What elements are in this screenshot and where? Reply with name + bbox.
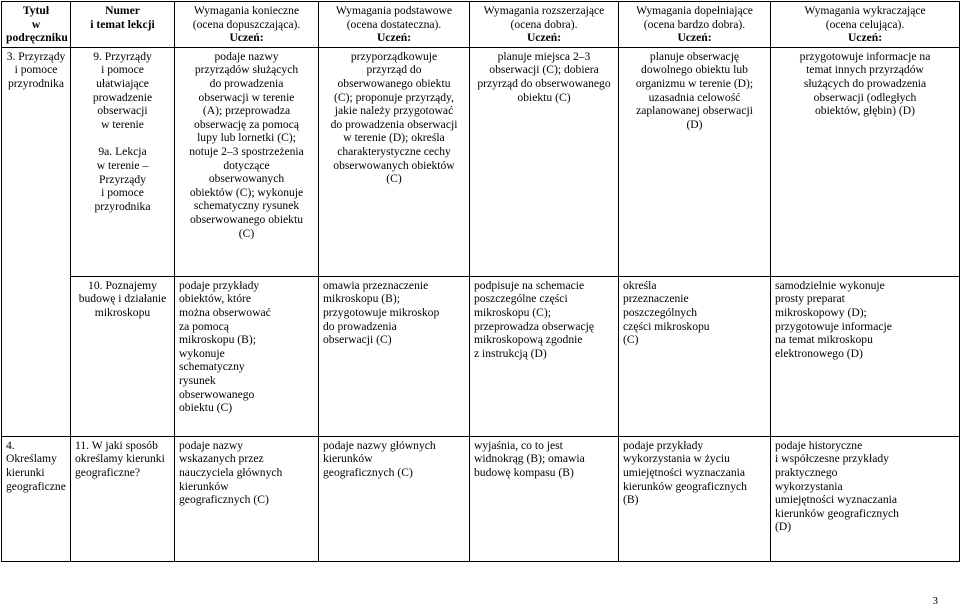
requirement-text: podaje historyczne i współczesne przykłady praktycznego wykorzystania umiejętności wyznaczania kierunków geograficznych (D) (775, 438, 899, 534)
requirement-cell (175, 47, 319, 276)
table-row (2, 276, 960, 436)
requirement-text: przygotowuje informacje na temat innych przyrządów służących do prowadzenia obserwacji (odległych obiektów, głębin) (D) (799, 49, 931, 118)
lesson-title: 9. Przyrządy i pomoce ułatwiające prowadzenie obserwacji w terenie (92, 49, 153, 131)
requirement-cell (175, 276, 319, 436)
requirement-cell (470, 436, 619, 561)
header-level-rozszerzajace (470, 2, 619, 48)
lesson-cell (71, 276, 175, 436)
level-title: Wymagania dopełniające (636, 4, 753, 17)
requirement-text: wyjaśnia, co to jest widnokrąg (B); omawia budowę kompasu (B) (474, 438, 585, 479)
requirement-cell (470, 276, 619, 436)
requirement-cell (319, 276, 470, 436)
level-title: Wymagania rozszerzające (483, 4, 605, 17)
header-col1-line1: Tytuł (22, 4, 50, 17)
level-title: Wymagania konieczne (193, 4, 300, 17)
requirement-text: podpisuje na schemacie poszczególne części mikroskopu (C); przeprowadza obserwację mikroskopową zgodnie z instrukcją (D) (474, 278, 595, 360)
requirement-text: planuje miejsca 2–3 obserwacji (C); dobiera przyrząd do obserwowanego obiektu (C) (477, 49, 611, 104)
requirement-text: podaje nazwy głównych kierunków geograficznych (C) (323, 438, 436, 479)
requirement-text: podaje nazwy wskazanych przez nauczyciela głównych kierunków geograficznych (C) (179, 438, 283, 507)
level-sub: (ocena dostateczna). (346, 17, 442, 31)
lesson-title: 10. Poznajemy budowę i działanie mikroskopu (78, 278, 167, 319)
level-sub: (ocena dopuszczająca). (192, 17, 301, 31)
level-uczen: Uczeń: (677, 31, 712, 45)
level-sub: (ocena bardzo dobra). (643, 17, 746, 31)
requirement-cell (470, 47, 619, 276)
level-sub: (ocena celująca). (825, 17, 905, 31)
header-col2-line1: Numer (105, 4, 140, 17)
requirement-text: określa przeznaczenie poszczególnych części mikroskopu (C) (623, 278, 710, 347)
requirement-cell (319, 47, 470, 276)
requirement-text: planuje obserwację dowolnego obiektu lub organizmu w terenie (D); uzasadnia celowość zaplanowanej obserwacji (D) (635, 49, 754, 131)
header-col1-line2: w podręczniku (6, 17, 68, 45)
requirement-cell (619, 47, 771, 276)
header-level-podstawowe (319, 2, 470, 48)
level-title: Wymagania podstawowe (335, 4, 453, 17)
section-title-cell (2, 436, 71, 561)
section-title: 4. Określamy kierunki geograficzne (6, 438, 66, 493)
level-uczen: Uczeń: (847, 31, 883, 45)
header-level-dopelniajace (619, 2, 771, 48)
requirement-text: omawia przeznaczenie mikroskopu (B); przygotowuje mikroskop do prowadzenia obserwacji (C) (323, 278, 440, 347)
requirement-text: podaje przykłady obiektów, które można obserwować za pomocą mikroskopu (B); wykonuje schematyczny rysunek obserwowanego obiektu (C) (179, 278, 271, 415)
requirement-text: samodzielnie wykonuje prosty preparat mikroskopowy (D); przygotowuje informacje na temat mikroskopu elektronowego (D) (775, 278, 892, 360)
table-row (2, 47, 960, 276)
level-uczen: Uczeń: (376, 31, 412, 45)
requirement-cell (771, 436, 960, 561)
lesson-cell (71, 436, 175, 561)
section-title-cell (2, 47, 71, 436)
section-title: 3. Przyrządy i pomoce przyrodnika (6, 49, 66, 90)
requirement-cell (771, 276, 960, 436)
header-lesson-column (71, 2, 175, 48)
lesson-cell (71, 47, 175, 276)
page-number: 3 (932, 595, 938, 607)
lesson-title: 11. W jaki sposób określamy kierunki geograficzne? (75, 438, 165, 479)
header-level-wykraczajace (771, 2, 960, 48)
requirement-text: podaje nazwy przyrządów służących do prowadzenia obserwacji w terenie (A); przeprowadza obserwację za pomocą lupy lub lornetki (C); notuje 2–3 spostrzeżenia dotyczące obserwowanych obiektów (C); wykonuje schematyczny rysunek obserwowanego obiektu (C) (189, 49, 304, 240)
table-row (2, 436, 960, 561)
level-title: Wymagania wykraczające (804, 4, 926, 17)
header-level-konieczne (175, 2, 319, 48)
level-uczen: Uczeń: (526, 31, 562, 45)
header-row (2, 2, 960, 48)
requirement-text: podaje przykłady wykorzystania w życiu umiejętności wyznaczania kierunków geograficznych (B) (623, 438, 747, 507)
lesson-gap (75, 131, 170, 145)
requirements-table (1, 1, 960, 562)
lesson-title: 9a. Lekcja w terenie – Przyrządy i pomoce przyrodnika (94, 145, 151, 213)
level-sub: (ocena dobra). (510, 17, 578, 31)
requirement-cell (619, 436, 771, 561)
requirement-cell (619, 276, 771, 436)
level-uczen: Uczeń: (229, 31, 264, 45)
requirement-cell (771, 47, 960, 276)
requirement-text: przyporządkowuje przyrząd do obserwowanego obiektu (C); proponuje przyrządy, jakie należy przygotować do prowadzenia obserwacji w terenie (D); określa charakterystyczne cechy obserwowanych obiektów (C) (330, 49, 458, 186)
requirement-cell (175, 436, 319, 561)
requirement-cell (319, 436, 470, 561)
header-title-column (2, 2, 71, 48)
header-col2-line2: i temat lekcji (90, 17, 155, 31)
